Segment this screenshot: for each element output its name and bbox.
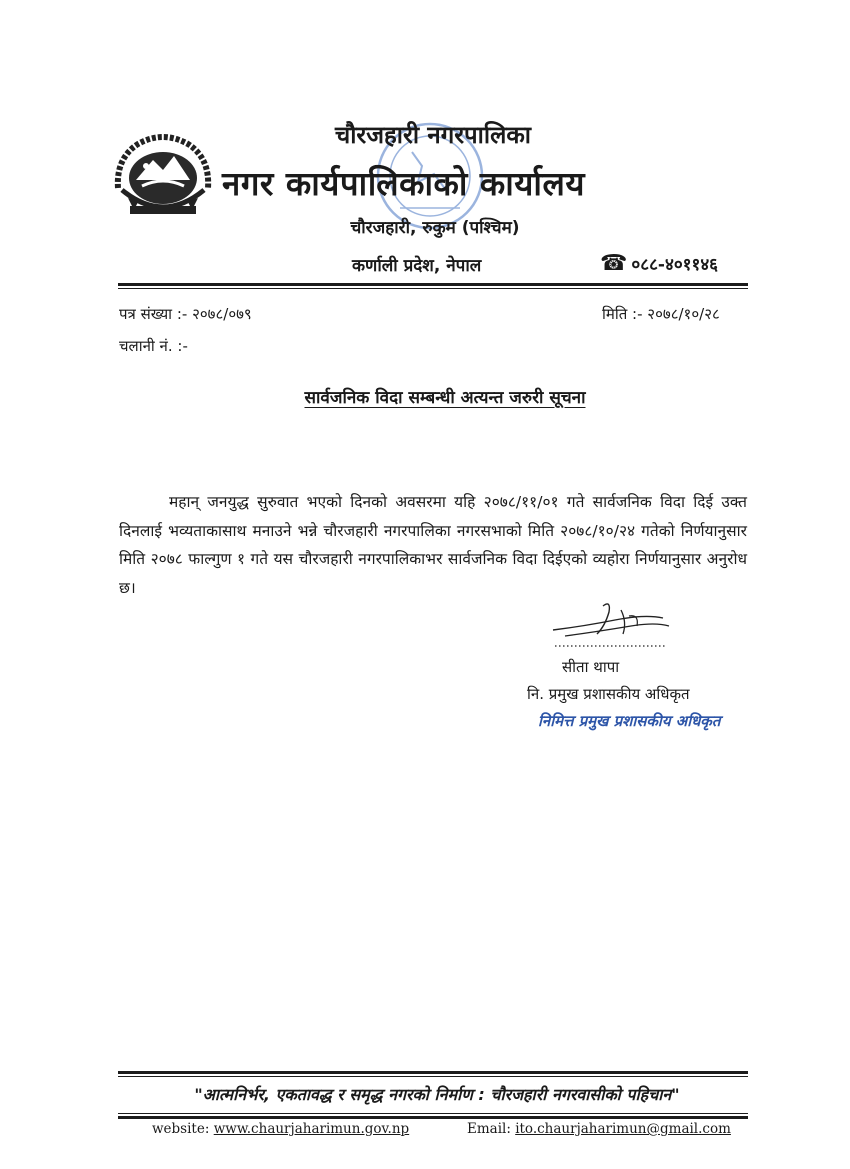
telephone-icon: ☎ (600, 250, 628, 276)
letter-date: मिति :- २०७८/१०/२८ (602, 305, 720, 323)
signatory-title: नि. प्रमुख प्रशासकीय अधिकृत (527, 685, 690, 703)
email-label: Email: (467, 1121, 511, 1137)
footer-rule (118, 1071, 748, 1074)
footer-email (467, 1121, 731, 1137)
office-address: चौरजहारी, रुकुम (पश्चिम) (350, 218, 520, 238)
handwritten-signature (545, 596, 675, 652)
footer-website (152, 1121, 409, 1137)
email-link[interactable]: ito.chaurjaharimun@gmail.com (515, 1121, 731, 1137)
province-name: कर्णाली प्रदेश, नेपाल (352, 256, 482, 276)
letter-subject: सार्वजनिक विदा सम्बन्धी अत्यन्त जरुरी सूचना (304, 388, 586, 408)
footer-rule-thin-2 (118, 1113, 748, 1114)
phone-number (600, 252, 718, 275)
signatory-name: सीता थापा (562, 658, 620, 676)
website-label: website: (152, 1121, 210, 1137)
header-rule (118, 283, 748, 286)
municipality-name: चौरजहारी नगरपालिका (334, 121, 532, 149)
phone-value: ०८८-४०११४६ (631, 255, 719, 275)
reference-number: पत्र संख्या :- २०७८/०७९ (119, 305, 252, 323)
footer-motto: "आत्मनिर्भर, एकतावद्ध र समृद्ध नगरको निर्माण : चौरजहारी नगरवासीको पहिचान" (194, 1085, 680, 1104)
office-name: नगर कार्यपालिकाको कार्यालय (222, 164, 585, 203)
footer-rule-2 (118, 1116, 748, 1119)
website-link[interactable]: www.chaurjaharimun.gov.np (213, 1121, 410, 1137)
dispatch-number: चलानी नं. :- (119, 337, 188, 355)
letter-body: महान् जनयुद्ध सुरुवात भएको दिनको अवसरमा यहि २०७८/११/०१ गते सार्वजनिक विदा दिई उक्त दिनलाई भव्यताकासाथ मनाउने भन्ने चौरजहारी नगरपालिका नगरसभाको मिति २०७८/१०/२४ गतेको निर्णयानुसार मिति २०७८ फाल्गुण १ गते यस चौरजहारी नगरपालिकाभर सार्वजनिक विदा दिईएको व्यहोरा निर्णयानुसार अनुरोध छ। (119, 493, 747, 597)
signatory-stamp: निमित्त प्रमुख प्रशासकीय अधिकृत (538, 712, 721, 730)
footer-rule-thin (118, 1076, 748, 1077)
header-rule-thin (118, 288, 748, 289)
